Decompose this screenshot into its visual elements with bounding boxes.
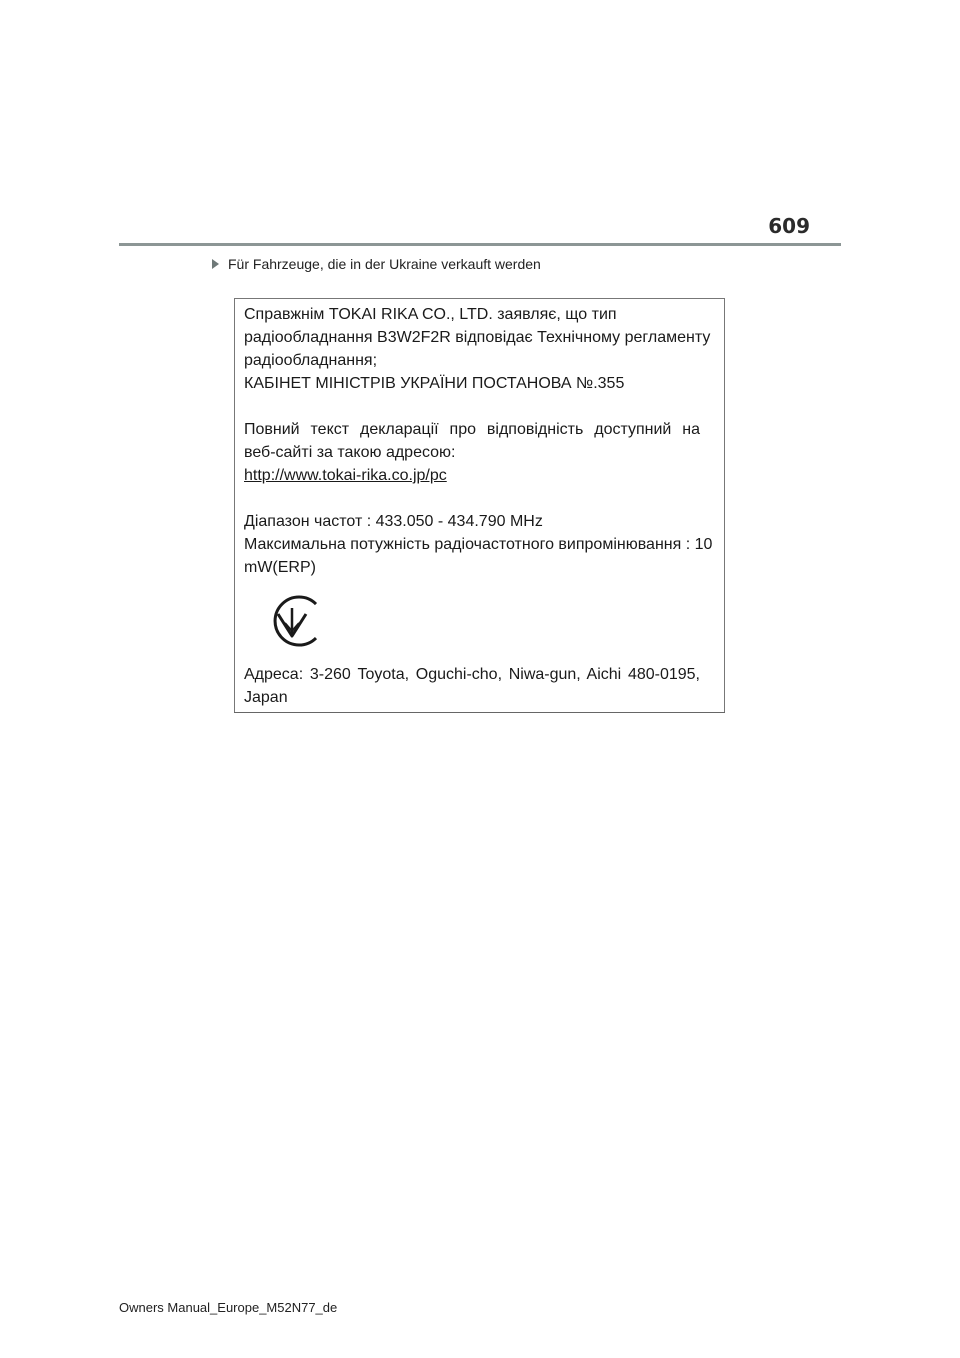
section-heading-text: Für Fahrzeuge, die in der Ukraine verkauft werden (228, 256, 541, 272)
declaration-line-2: радіообладнання B3W2F2R відповідає Технічному регламенту (244, 329, 711, 346)
declaration-line-9: mW(ERP) (244, 559, 316, 576)
declaration-line-6: веб-сайті за такою адресою: (244, 444, 456, 461)
declaration-line-11: Japan (244, 689, 288, 706)
declaration-line-10: Адреса: 3-260 Toyota, Oguchi-cho, Niwa-gun, Aichi 480-0195, (244, 666, 700, 683)
declaration-link[interactable]: http://www.tokai-rika.co.jp/pc (244, 467, 447, 484)
declaration-box-bottom-rule (234, 712, 725, 713)
footer-label: Owners Manual_Europe_M52N77_de (119, 1300, 338, 1315)
declaration-line-3: радіообладнання; (244, 352, 378, 369)
declaration-line-1: Справжнім TOKAI RIKA CO., LTD. заявляє, що тип (244, 306, 617, 323)
header-rule (119, 243, 841, 246)
declaration-line-8: Максимальна потужність радіочастотного випромінювання : 10 (244, 536, 713, 553)
declaration-line-4: КАБІНЕТ МІНІСТРІВ УКРАЇНИ ПОСТАНОВА №.355 (244, 375, 625, 392)
section-heading (212, 256, 541, 272)
ukrainian-conformity-mark-icon (264, 595, 322, 647)
page-number: 609 (768, 214, 810, 238)
declaration-line-7: Діапазон частот : 433.050 - 434.790 MHz (244, 513, 543, 530)
triangle-bullet-icon (212, 259, 219, 269)
declaration-line-5: Повний текст декларації про відповідність доступний на (244, 421, 700, 438)
